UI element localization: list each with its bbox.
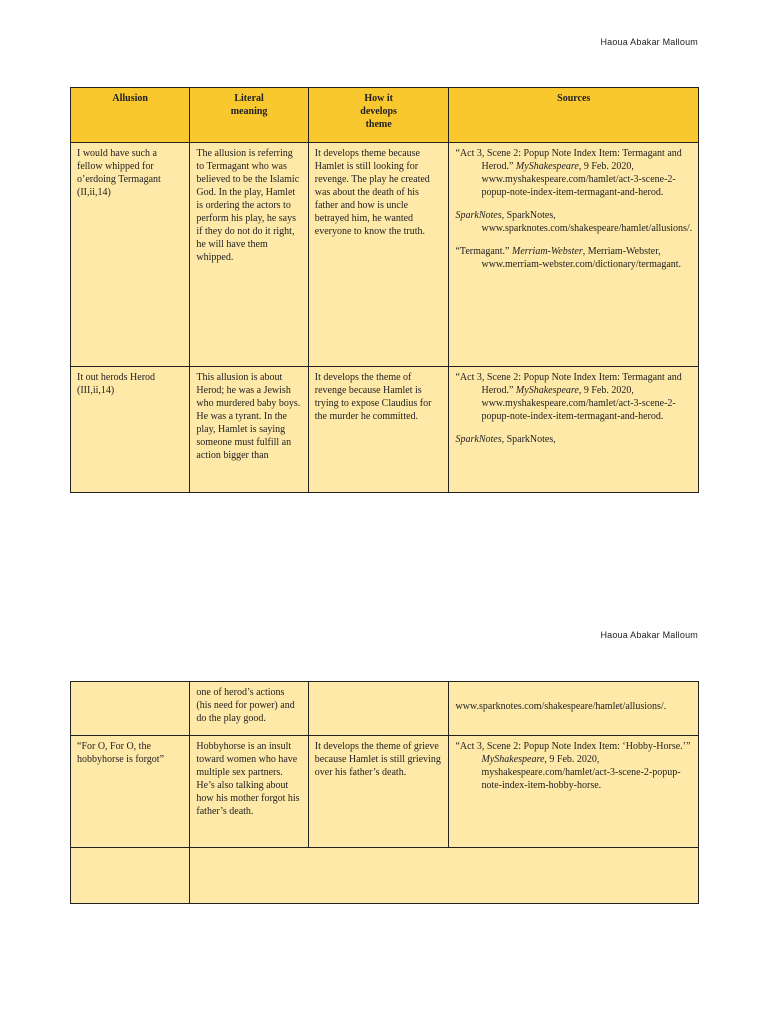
empty-cell: [71, 848, 190, 904]
sources-cell: [449, 736, 699, 848]
table-row: [71, 367, 699, 493]
literal-meaning-cell: This allusion is about Herod; he was a Jewish who murdered baby boys. He was a tyrant. In the play, Hamlet is saying someone must fulfill an action bigger than: [190, 367, 308, 493]
citation: “Act 3, Scene 2: Popup Note Index Item: Termagant and Herod.” MyShakespeare, 9 Feb. 2020, www.myshakespeare.com/hamlet/act-3-scene-2-popup-note-index-item-termagant-and-herod.: [455, 372, 682, 422]
table-header-row: [71, 88, 699, 143]
citation: “Act 3, Scene 2: Popup Note Index Item: Termagant and Herod.” MyShakespeare, 9 Feb. 2020, www.myshakespeare.com/hamlet/act-3-scene-2-popup-note-index-item-termagant-and-herod.: [455, 148, 682, 198]
allusion-cell: “For O, For O, the hobbyhorse is forgot”: [71, 736, 190, 848]
citation: “Termagant.” Merriam-Webster, Merriam-Webster, www.merriam-webster.com/dictionary/termagant.: [455, 246, 682, 270]
citation: www.sparknotes.com/shakespeare/hamlet/allusions/.: [455, 701, 667, 712]
header-how-it-develops-theme: How it develops theme: [308, 88, 449, 143]
table-row: [71, 682, 699, 736]
allusion-cell: [71, 682, 190, 736]
table-row: [71, 736, 699, 848]
literal-meaning-cell: one of herod’s actions (his need for power) and do the play good.: [190, 682, 308, 736]
theme-cell: It develops the theme of grieve because Hamlet is still grieving over his father’s death.: [308, 736, 449, 848]
citation: SparkNotes, SparkNotes,: [455, 434, 556, 445]
theme-cell: [308, 682, 449, 736]
sources-cell: [449, 682, 699, 736]
literal-meaning-cell: Hobbyhorse is an insult toward women who have multiple sex partners. He’s also talking about how his mother forgot his father’s death.: [190, 736, 308, 848]
allusion-cell: It out herods Herod (III,ii,14): [71, 367, 190, 493]
literal-meaning-cell: The allusion is referring to Termagant who was believed to be the Islamic God. In the play, Hamlet is ordering the actors to perform his play, he says if they do not do it right, he will have them whipped.: [190, 143, 308, 367]
allusion-cell: I would have such a fellow whipped for o’erdoing Termagant (II,ii,14): [71, 143, 190, 367]
citation: SparkNotes, SparkNotes, www.sparknotes.com/shakespeare/hamlet/allusions/.: [455, 210, 693, 234]
sources-cell: [449, 143, 699, 367]
table-row-empty: [71, 848, 699, 904]
empty-merged-cell: [190, 848, 699, 904]
theme-cell: It develops the theme of revenge because Hamlet is trying to expose Claudius for the murder he committed.: [308, 367, 449, 493]
header-allusion: Allusion: [71, 88, 190, 143]
theme-cell: It develops theme because Hamlet is still looking for revenge. The play he created was about the death of his father and how is uncle betrayed him, he wanted everyone to know the truth.: [308, 143, 449, 367]
sources-cell: [449, 367, 699, 493]
header-sources: Sources: [449, 88, 699, 143]
citation: “Act 3, Scene 2: Popup Note Index Item: ‘Hobby-Horse.’” MyShakespeare, 9 Feb. 2020, myshakespeare.com/hamlet/act-3-scene-2-popup-note-index-item-hobby-horse.: [455, 741, 691, 791]
author-name: Haoua Abakar Malloum: [600, 630, 698, 640]
table-row: [71, 143, 699, 367]
allusion-table-page-1: [70, 87, 699, 493]
author-name: Haoua Abakar Malloum: [600, 37, 698, 47]
header-literal-meaning: Literal meaning: [190, 88, 308, 143]
allusion-table-page-2: [70, 681, 699, 904]
